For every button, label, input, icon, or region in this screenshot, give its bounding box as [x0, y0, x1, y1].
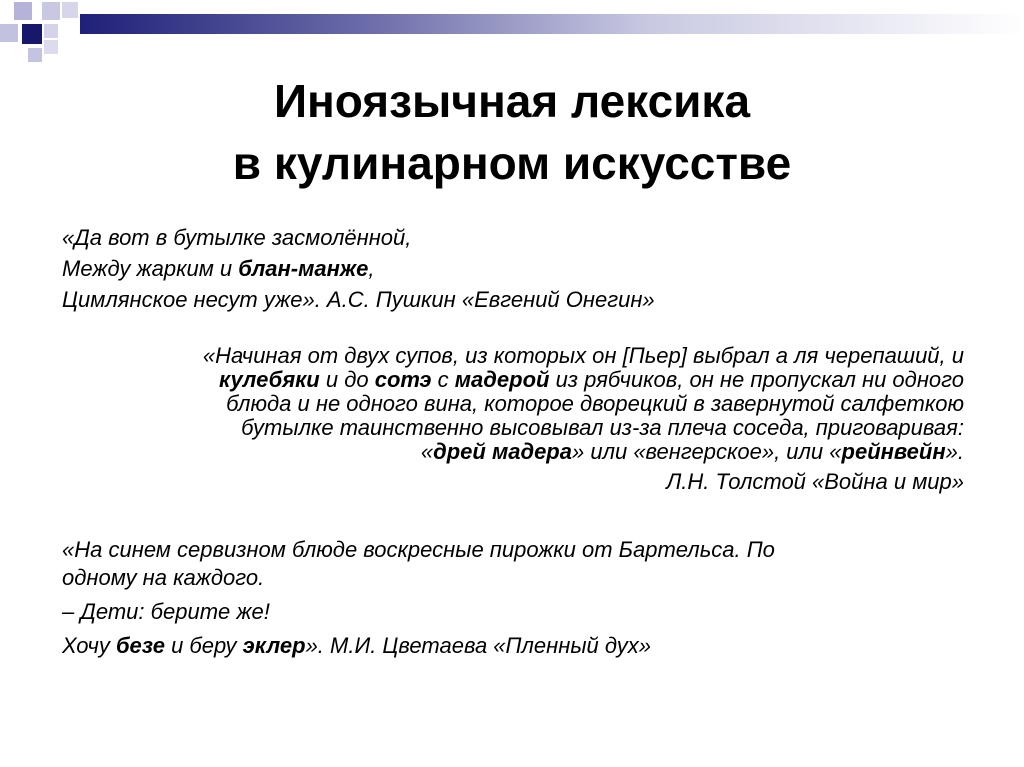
decor-square [42, 2, 60, 20]
highlighted-word: блан-манже [238, 256, 369, 281]
quote-text: из рябчиков, он не пропускал ни одного [549, 367, 964, 392]
highlighted-word: рейнвейн [841, 439, 946, 464]
quote-line: «На синем сервизном блюде воскресные пирожки от Бартельса. По [62, 537, 775, 562]
highlighted-word: сотэ [374, 367, 432, 392]
quote-text: , [368, 256, 375, 281]
quote-line: «Да вот в бутылке засмолённой, [62, 225, 412, 250]
highlighted-word: мадерой [454, 367, 550, 392]
quote-text: ». М.И. Цветаева «Пленный дух» [305, 633, 652, 658]
quote-text: Между жарким и [62, 256, 239, 281]
quote-text: с [431, 367, 455, 392]
quote-line: Цимлянское несут уже». А.С. Пушкин «Евгений Онегин» [62, 287, 655, 312]
quote-line: – Дети: берите же! [62, 599, 270, 624]
title-line-1: Иноязычная лексика [273, 75, 751, 127]
decor-square [44, 40, 58, 54]
quote-line [60, 368, 964, 392]
quote-line [62, 253, 655, 284]
top-gradient-bar [80, 14, 1024, 34]
quote-line: одному на каждого. [62, 565, 265, 590]
title-line-2: в кулинарном искусстве [232, 137, 792, 189]
quote-text: и до [319, 367, 375, 392]
quote-attribution: Л.Н. Толстой «Война и мир» [666, 469, 964, 494]
quote-line: «Начиная от двух супов, из которых он [Пьер] выбрал а ля черепаший, и [202, 343, 964, 368]
highlighted-word: дрей мадера [433, 439, 572, 464]
quote-text: ». [945, 439, 964, 464]
quote-text: Хочу [62, 633, 116, 658]
quote-tolstoy [60, 344, 964, 494]
slide-title [0, 70, 1024, 194]
quote-text: » или «венгерское», или « [571, 439, 842, 464]
quote-text: « [420, 439, 434, 464]
decor-square [22, 24, 42, 44]
quote-line [62, 632, 775, 660]
quote-line: блюда и не одного вина, которое дворецкий в завернутой салфеткою [226, 391, 964, 416]
decor-square [14, 2, 32, 20]
decor-square [0, 24, 18, 42]
quote-text: и беру [164, 633, 243, 658]
decor-square [62, 2, 78, 18]
decor-square [28, 48, 42, 62]
highlighted-word: кулебяки [219, 367, 320, 392]
quote-tsvetaeva [62, 536, 775, 660]
highlighted-word: эклер [242, 633, 306, 658]
decor-square [44, 24, 58, 38]
quote-line [60, 440, 964, 464]
highlighted-word: безе [115, 633, 165, 658]
quote-line: бутылке таинственно высовывал из-за плеча соседа, приговаривая: [241, 415, 964, 440]
quote-pushkin [62, 222, 655, 315]
